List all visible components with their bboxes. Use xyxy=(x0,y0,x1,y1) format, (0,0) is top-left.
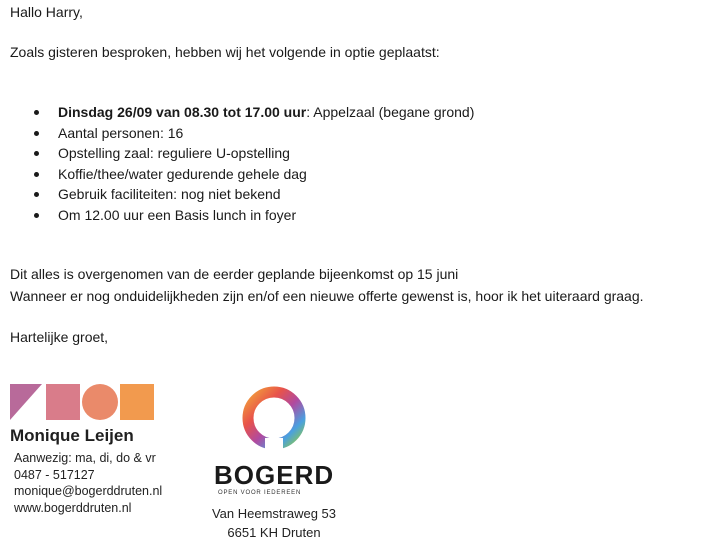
greeting: Hallo Harry, xyxy=(10,4,83,20)
signature-email-link[interactable]: monique@bogerddruten.nl xyxy=(14,484,163,498)
list-item xyxy=(58,123,474,144)
logo-shape-3 xyxy=(46,384,80,420)
signature-name: Monique Leijen xyxy=(10,426,134,445)
company-tagline: OPEN VOOR IEDEREEN xyxy=(218,490,302,496)
list-item xyxy=(58,164,474,185)
list-item xyxy=(58,143,474,164)
geometric-logo-icon xyxy=(10,384,154,420)
item-text: Koffie/thee/water gedurende gehele dag xyxy=(58,165,307,182)
list-item xyxy=(58,184,474,205)
logo-shape-4 xyxy=(82,384,118,420)
item-text: : Appelzaal (begane grond) xyxy=(306,104,475,120)
item-text: Gebruik faciliteiten: nog niet bekend xyxy=(58,186,281,203)
note-line-2: Wanneer er nog onduidelijkheden zijn en/of een nieuwe offerte gewenst is, hoor ik het uiteraard graag. xyxy=(10,288,644,304)
address-line-2: 6651 KH Druten xyxy=(227,525,321,540)
logo-shape-5 xyxy=(120,384,154,420)
item-text: Aantal personen: 16 xyxy=(58,124,184,141)
list-item xyxy=(58,205,474,226)
address-line-1: Van Heemstraweg 53 xyxy=(211,506,337,521)
intro-text: Zoals gisteren besproken, hebben wij het volgende in optie geplaatst: xyxy=(10,44,440,60)
signature-contact xyxy=(14,450,162,516)
company-name: BOGERD xyxy=(214,460,335,490)
item-text: Opstelling zaal: reguliere U-opstelling xyxy=(58,145,290,162)
logo-ring xyxy=(248,392,300,444)
company-address xyxy=(204,504,344,542)
signature-availability: Aanwezig: ma, di, do & vr xyxy=(14,451,156,465)
bogerd-logo-icon xyxy=(239,386,309,456)
list-item xyxy=(58,102,474,123)
logo-gap xyxy=(265,438,283,456)
company-block xyxy=(204,386,344,540)
closing: Hartelijke groet, xyxy=(10,329,109,345)
note-line-1: Dit alles is overgenomen van de eerder geplande bijeenkomst op 15 juni xyxy=(10,266,459,282)
signature-website-link[interactable]: www.bogerddruten.nl xyxy=(14,500,132,515)
reservation-details-list xyxy=(10,102,474,226)
email-signature xyxy=(10,384,210,515)
item-bold: Dinsdag 26/09 van 08.30 tot 17.00 uur xyxy=(58,104,307,120)
signature-phone: 0487 - 517127 xyxy=(14,467,95,482)
item-text: Om 12.00 uur een Basis lunch in foyer xyxy=(58,206,297,223)
